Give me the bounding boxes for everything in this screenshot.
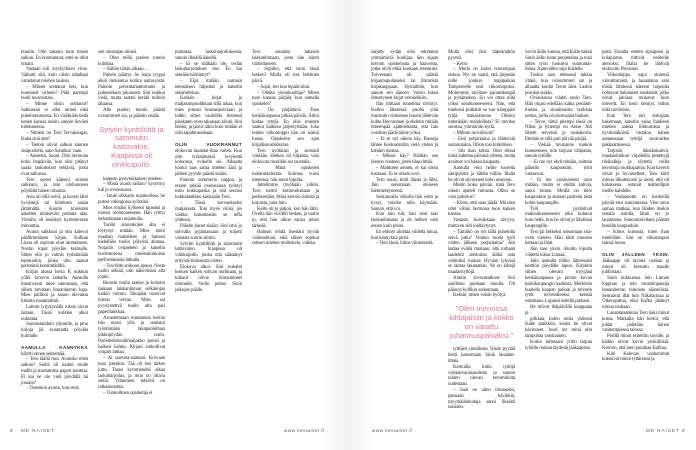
section-paragraph: [602, 252, 669, 276]
paragraph: [371, 137, 438, 154]
paragraph-text: Aloitin siivoustalkoot. Sini osallistui puuhaan innolla. Oli päässyt kyllikin sotkemaan.: [448, 276, 515, 293]
paragraph-text: – Ai saa-tota-saamari. Korvaan tuon jotenkin. Tää oli tosi tärkee juttu. Tasan kymmeneltä alkaa laskuharjoitus, ja mun on oltava siellä. Viimeinen tehtävä on ratkaisematta.: [98, 356, 165, 391]
paragraph-text: Juttelimme myöhään yöhön. Tero kertoi kotiseudustaan ja perheestään. Minä kerroin Sinistä ja kirjoista, joita luin.: [252, 183, 319, 206]
paragraph-text: He tulivat iltäpäivällä kauppaan ja: [525, 305, 592, 316]
paragraph: [371, 230, 438, 242]
paragraph-text: Sonnustauduin yöpuulle, ja pino kirjoja jäi avaamatta pöydän kulmalle.: [21, 322, 88, 340]
paragraph-text: Sinin nukkuessa luin Linnan loppuun ja tein muistiinpanoja linnanherran tiukoista säännöistä. Seuraavat illat luin Näkätarinaa ja Oikeusjuttua, eikä Kafka jättänyt minua rauhaan.: [602, 276, 669, 311]
url-left: www.menaiset.fi: [284, 428, 325, 433]
paragraph-text: Halusin tehdä itsestäni hyvän vaikutelman, eikä siihen sopinut rotisen miehen moitiskelu, vaikka: [252, 229, 319, 247]
paragraph-text: – Tämäkö on nyt tällä puhelulla selvä juttu? Voinko tuoda tytöt viiden jälkeen perjantaina? Äiti laittaa eväitä mukaan, ällä turhaan laadehdi ateriointa äläkä osta valmiiksi ruokaa. Hyvästi lykyssä se laittaa lakanatkin. Ne on kiltejä maalaistyttöjä.: [448, 229, 515, 276]
paragraph: [371, 195, 438, 212]
paragraph: [98, 281, 165, 316]
paragraph: [252, 50, 319, 67]
paragraph: [175, 96, 242, 137]
paragraph-text: – Terve, tämä pitempi tässä on Niina ja lyhempi on Anne. Äiti lähetti terveisiä ja ruokakorin. Ettehän te sillä pari päivää pärjää.: [525, 119, 592, 142]
paragraph-text: – Minne olisin soittanut? Salkussasi ei ollut nimeä eikä puhelinnumeroa. En vieläkään tiedä kenen kanssa asioin, sanoin lievästi tuohtuneena.: [21, 102, 88, 131]
paragraph: [525, 50, 592, 73]
paragraph: [252, 230, 319, 247]
paragraph-text: – Sopii, sen kun lepäät siinä.: [257, 84, 310, 90]
paragraph: [175, 242, 242, 265]
paragraph-text: – Anteeksi, Sanni. Olin hermona koko iltapäivän, kun olisi pitänyt saada laskutukset tehtäviä, jotka ovat salkussa.: [21, 154, 88, 177]
paragraph: [252, 108, 319, 149]
paragraph-text: – Oletko yksinhuoltaja? Miten tuon kanssa pärjäät, kun samalla opiskelet?: [252, 90, 319, 108]
paragraph-text: Keksin, miten voisin hyötyä: [453, 293, 506, 299]
paragraph: [98, 194, 165, 206]
paragraph-text: Tuolin alarunkojen alta ei löytynyt mitään. Mies meni maahan mahalleen ja hamosi kädellään tuolin pölyistä alustaa. Nojailin ovipieleen ja katselin huvittuneena mielenkiintoista performanssia lattialla.: [98, 222, 165, 263]
paragraph-text: Työt pyrähtivät makuuhuoneeseen eikä kulunut kuin hetki, kun he olivat jo lähdössä kaupungille.: [525, 206, 592, 229]
paragraph: [525, 73, 592, 96]
paragraph: [98, 182, 165, 194]
paragraph: [602, 230, 669, 247]
paragraph-text: Keräsin kirjat ja maljakonpuolikkaat sillä aikaa, kun mies putsasi housunpolviaan ja loikki sitten vauhdilla tiehensä paiskaten oven takanaan kiinni. Sini heräsi, ja päivä alkoi kuin mitään ei olisi tapahtunutkaan.: [175, 96, 242, 137]
paragraph: [21, 357, 88, 386]
paragraph-text: Tero nousi, kiitti illasta ja lähti. Jäin seisomaan eteiseen hämmentyneenä.: [371, 177, 438, 195]
paragraph-text: – Minä opiskelen tuotantotaloutta. Kolmas vuosi menossa, hän sanoi lopulta.: [252, 165, 319, 183]
paragraph-text: – Mahtoten aeinen, et kai oleisi tosissasi. Ei se oikein sovi.: [371, 165, 438, 177]
paragraph-text: tyttöjen vierailusta. Voisin pyytää heitä katsomaan Siniä lauantai-iltana.: [448, 347, 515, 365]
paragraph-text: Tero nyökkäsi ja siemaili viiniään. Hetken oli hiljaista, vain elokuvan musiikki soi taustalla.: [252, 148, 319, 166]
paragraph-text: Kati Kalevan vanhemmat kutsuivat minut tyttärensä ja: [602, 351, 669, 363]
paragraph-text: – Vastaanotto on kenkeillä päivää ensi sunnuntaina. Vien sinut samaa matkaa, kun lähden itsekin omalla autolla, lähtö on jo lauantaina. Sunnuntai-iltana päästet bussilla kaupunkiin.: [602, 194, 669, 229]
paragraph-text: Elokuva alkoi. Sini nukahti kesken kaiken sohvan nurkkaan, ja kiikarit olivat liimautuneet ohimolle. Vedin peiton Sinin jalkojen päälle.: [175, 264, 242, 293]
paragraph: [175, 224, 242, 241]
paragraph-text: hälytti ennen seitsemää.: [21, 351, 66, 357]
paragraph: [175, 201, 242, 224]
paragraph-text: Oviaukossa vilahti ensin Tero. Hän ohjasi edellään kahta pesiänti- ihoista ja siniulmaista hoikkaa neitoa, joilla oli olenvaalat hiukset.: [525, 96, 592, 119]
paragraph-text: – Siis ihan kohta. Olen töissä niinä kahtena päivänä viiteen, mutta avaimet voi hakea kaupasta.: [448, 148, 515, 166]
paragraph-text: – Nimeni on Tero Tervakangas. Kuka sinä olet?: [21, 131, 88, 142]
section-lead-in: OLIN VUOKRANNUT: [175, 141, 242, 147]
paragraph-text: – Kiitos kutsusta, tulen ihan mielelläni. Sini on viikonlopun isänsä luona.: [602, 229, 669, 247]
paragraph: [525, 143, 592, 160]
paragraph-text: Asia oli sillä selvä, ja kaveri lähti hyvästejä tai kiitoksen sanaa jättämättä. Kuulin kiireisten askelten tömisevän portaita alas. Vierailu oli kestänyt kymmenisen minuuttia.: [21, 194, 88, 229]
paragraph: [525, 207, 592, 230]
paragraph: [21, 322, 88, 339]
paragraph-text: Kirjan alussa herra K nukkuu yöllä kroovin lattialla. Aamulla linnanvouti tulee sanomaan, että siihen tarvitaan linnanherran lupa. Mies pulliboi ja sanoo olevansa lutsuttu maanmittari.: [21, 270, 88, 305]
paragraph: [525, 160, 592, 177]
paragraph: [448, 201, 515, 218]
paragraph: [371, 178, 438, 195]
paragraph-text: . Jääkaappi oli täynnä ruokaa ja minut oli kutsuttu maalle juhlimaan.: [602, 253, 669, 276]
paragraph-text: – Tässä korvaukseksi maljakosta. Toin myös viiniä, jos vaikka katsottaisiin se leffa yhdessä.: [175, 200, 242, 224]
paragraph: [98, 56, 165, 68]
paragraph-text: – Tunnollinen opiskelija ei: [103, 391, 153, 397]
paragraph: [21, 270, 88, 305]
section-lead-in: OLIN JÄLLEEN YKSIN: [602, 252, 668, 258]
paragraph: [175, 265, 242, 294]
paragraph-text: kalpean pystytukkaisen miehen.: [103, 176, 163, 182]
paragraph-text: – Kiitos, että saan jäädä. Mä olen ollut vähän hermona tuon kaiken kanssa.: [448, 200, 515, 218]
paragraph: [448, 276, 515, 293]
section-lead-in: AAMULLA KÄNNYKKÄ: [21, 344, 88, 350]
paragraph: [21, 154, 88, 177]
paragraph-text: Kemuilla kiitin tyttöjä vieraanvaraisuudesta ja sanoin niiden olevan tervetulleita uudestaan.: [448, 364, 515, 388]
paragraph: [252, 207, 319, 230]
paragraph-text: elokuvan lauantai-iltaa varten. Kun olin työntämässä levykettä koloonsa, ovikello soi. Alhaalta kuului taas sama miehen ääni ja jälleen pyyntö päästä sisään.: [175, 148, 242, 177]
paragraph-text: – Ensi perjantaina ja lähtisivät sunnuntaina. Olisin tosi kiitollinen.: [448, 136, 515, 148]
pull-quote: Sytytin kynttilöitä ja sammutin kattovalon. Kaapissa oli vinkkupullo.: [99, 124, 164, 169]
paragraph: [602, 149, 669, 195]
paragraph: [21, 50, 88, 67]
column-7: [525, 50, 592, 351]
paragraph: [602, 114, 669, 149]
url-right: www.menaiset.fi: [372, 428, 413, 433]
paragraph-text: Sytytin kynttilöitä ja sammutin kattovalon. Kaapissa oli vinkkupullo, jonka olin säästänyt erityistä tilaisuutta varten.: [175, 241, 242, 264]
paragraph-text: Perillä minut esiteltiin suvulle, ja kaikki olivat kovin ystävällisiä. Kerroin, että luen paraikaa Kafkaa.: [602, 334, 669, 351]
paragraph: [525, 230, 592, 247]
paragraph: [21, 102, 88, 131]
paragraph-text: särjetty sydän olisi odottanut ymmärtäviä kuulijaa. Sen sijaan kerroin opiskelusta ja haaveista, jotka eivät ehkä koskaan toteutuisi. Toiveenani oli päästä kirjastoapulaiseksi tai librististä kirjakauppaan. Hymähdin, kun sanoin sen ääneen. Voisin lukea ilmestyneet kirjat verokehkiin.: [371, 50, 438, 102]
paragraph: [602, 50, 669, 73]
paragraph-text: Tarjosin läksiäiskahvit, maalaiskinkun viipaleilla peitettyjä riisikalleja ja täytettä voilla leivottuja mokkapaloja. Kun kaverit olivat jo hyvästelleet, Tero kiitti minua liikuttavasti ja sanoi, että oli kiitoksena ostanut teatteriliput meille kahdelle.: [602, 148, 669, 195]
paragraph-text: – Ei me nyt ehdi mitään, osittain päästiin kaupunkiin, tytöt vastasivat.: [525, 160, 592, 177]
paragraph: [252, 91, 319, 108]
paragraph-text: Jäin taas yksin. Aloitin lopulta viidettä lukua Linnaa.: [525, 247, 592, 258]
paragraph: [175, 62, 242, 79]
paragraph: [525, 96, 592, 119]
paragraph: [371, 50, 438, 102]
paragraph: [21, 230, 88, 271]
paragraph: [21, 386, 88, 392]
paragraph: [21, 67, 88, 84]
paragraph-text: Mietin koko päivän, mitä Tero oikein ajatteli minusta. Oliko se vain palvelus?: [448, 183, 515, 200]
paragraph-text: Vastasin kuivakkaan sävyyn, mutta en silti kieltäytynyt.: [448, 218, 515, 229]
paragraph-text: Kun Tero tuli sisksjaan hakemaan, katselin salaa ihailleen miehen saleaa liikkumista ja hyvännäköistä vartaloa hänen auttaessaan tyttöjä tavaroiden pakkaamisessa.: [602, 113, 669, 148]
paragraph-text: pummaa laskuharjoituksesta, sanoin ilkeällä äänellä.: [175, 50, 242, 61]
column-5: [371, 50, 438, 247]
column-6: [448, 50, 515, 411]
paragraph: [175, 50, 242, 62]
paragraph-text: Viikonloppu sujui siniensä vaivattomasti, ja lauantaina sain töistä lähtiessä käteeni hopealta hohtavat italialaiset sandaletit, jotka olivat jaloissa mukavat kuin tohvelit. En tosin tiennyt, mihin niitä tarvitsisin.: [602, 73, 669, 113]
paragraph: [448, 50, 515, 62]
paragraph: [371, 241, 438, 247]
paragraph-text: – Ei se sitäkään ole, vedän laskuharjoitukset itse. En kai sentään häiriinnyt?: [175, 61, 242, 79]
column-1: [21, 50, 88, 392]
paragraph: [98, 316, 165, 357]
paragraph: [98, 108, 165, 120]
paragraph-text: Alle puolen tunnin päästä ovisummeri soi, ja päästin sisään: [98, 107, 165, 119]
paragraph-text: Tero jäi hetkeksi seisomaan sisä-oven viereen. Hän kiitti moneen kertaan ja lähti.: [525, 229, 592, 247]
paragraph-text: – On pärjättävä. Teen kenkäkaupassa pitkää päivää. Äitini hoitaa tyttöä. En olisi muuten saanut kaikkea järjestymään. Joka toinen viikonloppu hän on isänsä luona. Opiskelen sen ajan kirjallisuushistoriaa.: [252, 107, 319, 148]
paragraph-text: Ilan mittaan tunnelma tiivistyi. Kellon lähetessä puolta yötä muistutin viimeisen bussin lähtevän kohta Hervantaan ja ehdotin mitään ilmeenpää ajattelematta, että hän voisihan jäädä tänne yöksi.: [371, 102, 438, 137]
paragraph-text: Kun hän tuli, hän istui taas laiskanlinnaan ja oli hetken vaiti ennen kuin puhui.: [371, 212, 438, 229]
paragraph-text: En ehtinyt aloittaa viidettä lukua, kun kännykkä pirisi.: [371, 229, 438, 241]
paragraph-text: – Tuu hitto soikoon apuun. Nosta tuolin selkää, olin näkevinäni alla jotain.: [98, 263, 165, 281]
paragraph: [525, 317, 592, 340]
paragraph: [448, 218, 515, 230]
paragraph: [448, 293, 515, 299]
paragraph-text: – Olen teillä puolen tunnin kuluttua.: [98, 55, 165, 67]
paragraph: [602, 334, 669, 351]
paragraph: [175, 79, 242, 96]
paragraph-text: Tero ojensi käteeni sinisen salkkuni, ja tein olohuoneen pöydältä hänen omansa.: [21, 177, 88, 195]
paragraph: [602, 195, 669, 230]
right-page: [348, 0, 696, 450]
paragraph-text: – Milloin ne tulisivat?: [453, 131, 494, 137]
page-number-left: 8: [10, 428, 14, 433]
column-8: [602, 50, 669, 363]
paragraph: [448, 149, 515, 166]
paragraph: [98, 264, 165, 281]
paragraph: [175, 178, 242, 201]
paragraph: [21, 195, 88, 230]
paragraph-text: Riensin tuolin taakse ja kohotin raskaan laiskanlinnan selkänojaa kaikin voimin. Takajalat nousivat himan verran. Mies sai pyydystettyä tuolin alta pari paperilaukkaa.: [98, 280, 165, 315]
paragraph-text: – Tero täällä moi. Avasitko eilen salkun? Siellä oli kaikki mulle mallit ja mustamma paperi puuttuu. Ei kai ne ole vieli pöydällä tai jossain?: [21, 357, 88, 386]
paragraph-text: Seuraavalla viikolla hän soitti ja kysyi, voisiko tulla käymään. Sanoin, että voi.: [371, 194, 438, 212]
paragraph: [448, 137, 515, 149]
paragraph-text: Sovin äidin kanssa, että Kalle hakisi Sinin äidin luota perjantaina ja toisi sitten työn luokseni sunnuntai-iltana. Ajanvaihto sopi Kallelle.: [525, 50, 592, 73]
paragraph-text: Vastaan tuli myrkyllinen virne. Valkotti sitä, kuin olisin tahallani varastanut miehen laukun.: [21, 67, 88, 84]
column-3: [175, 50, 242, 294]
paragraph: [21, 178, 88, 195]
paragraph: [21, 305, 88, 322]
paragraph-text: Puhelu päättyi. Se harja tyyppi aikoi tunkeutua kotiini aamuyöstä. Painoin peruuttamattomasti ja puhesulkuin pikaisesti. Sini nukkui vielä, mutta saattoi herätä milloin tahansa.: [98, 73, 165, 108]
paragraph-text: Kello oli jo paljon, kun hän lähti. Ovella hän viivähti hetken, ja luulin jo, että hän aikoo sanoa jotain tärkeää.: [252, 206, 319, 229]
paragraph-text: bussiin. Otin takaani tuon toisen salkun. En huomannut, ettei se ollut omani.: [21, 50, 88, 67]
paragraph-text: – Tietoni olivat salkun kannen sisäpuolella, sano Sannikoi vaan.: [21, 142, 88, 154]
page-number-right: 9: [682, 428, 686, 433]
paragraph: [525, 340, 592, 352]
paragraph-text: Avasin salkkuni ja otin kätevoi päällimmäisen kirjan. Kafkan Linna oli sopivan ohut aloitukseen. Nostin loput pöydän kulmalle. Sitten olin jo valmis lyshtämään lepotuoliin, jonka olin saanut perintönä kummitädiltä.: [21, 229, 88, 270]
paragraph-text: – Kerro.: [453, 61, 469, 67]
paragraph-text: Aivastettuaan muutaman kerran hän nousi ylös ja onnistui työntämään takapuolellaan pikkupöydän nurin. Pariisterkristallimaljakko putosi ja halkesi kahtia. Kirjani sinkoilivat ympäri lattiaa.: [98, 315, 165, 356]
paragraph: [98, 206, 165, 223]
paragraph-text: – Eipä mitään, vastasin teennäisen hilpeästi ja katselin sekamelskaa.: [175, 78, 242, 96]
paragraph: [602, 352, 669, 364]
paragraph-text: pirkkaa, kuten omia yhdessä Kalle pankkiin, koska he olivat hävinneet. Juuri nyt minä olin lampuista varsinainen.: [525, 316, 592, 340]
paragraph-text: Tero suuntasi takaisin laiskanlinnaan, josta hän näytti valloittaneen.: [252, 50, 319, 67]
paragraph-text: – Mikset soittanut heti, kun huomasit virheen? Pidä parempi huoli tavaroistasi.: [21, 84, 88, 102]
pull-quote: ”Olen menossa kihlajaisiin ja kirkko on varattu juhannuspäiväksi.”: [449, 304, 514, 340]
paragraph: [21, 143, 88, 155]
paragraph-text: – Miksei käy? Näithän sen hienon vuoteen, joten tilaa riittää.: [371, 154, 438, 166]
paragraph-text: Päästin hänet sisään. Sini istui jo sohvalla pyjamassaan ja tuijotti vierasta suurin silmin.: [175, 224, 242, 241]
paragraph: [448, 230, 515, 276]
magazine-name-left: ME NAISET: [21, 428, 55, 433]
paragraph-text: sen omistajan nimeä.: [98, 50, 138, 55]
paragraph: [371, 154, 438, 166]
paragraph: [525, 247, 592, 259]
paragraph-text: – Tero tässä, hiitos viimeisestä.: [376, 241, 434, 247]
paragraph: [448, 166, 515, 183]
paragraph: [448, 67, 515, 131]
paragraph: [98, 73, 165, 108]
paragraph-text: Kotiin tullessani yritin tarjota tytöille ruokaa täydestä jääkaapista.: [525, 339, 592, 351]
paragraph: [21, 85, 88, 102]
paragraph-text: – Viekää tavaranne tuokon huoneeseen, niin tarjoan välipalan, sanoin tytöille.: [525, 142, 592, 160]
paragraph: [98, 391, 165, 397]
paragraph-text: – Sopiiko, että istun tässä hetken? Mulla oli tosi hektinen päivä.: [252, 67, 319, 84]
paragraph: [602, 276, 669, 311]
paragraph: [98, 223, 165, 264]
paragraph: [448, 347, 515, 364]
paragraph: [98, 356, 165, 391]
paragraph: [252, 67, 319, 84]
paragraph-text: – Ei se nyt oikein käy. Busseja lähtee Keskustorilta vielä yhden ja kahden maissa.: [371, 136, 438, 154]
paragraph: [525, 259, 592, 305]
paragraph-text: Mies tönäisi kylkeeni kipeästi ja marssi olohuoneeseen. Hän ryhtyi tarkastamaan nojatuolia.: [98, 205, 165, 223]
section-paragraph: [175, 142, 242, 178]
paragraph: [371, 166, 438, 178]
paragraph-text: Aamulla vein heille tuoreita sämpylöitä ja lähdin töihin. Illalla he olivat siivonneet koko asunnon.: [448, 165, 515, 183]
paragraph: [371, 212, 438, 229]
paragraph-text: – Missä avasit salkun? kysymys tuli jo ovensuussa.: [98, 182, 165, 194]
paragraph-text: Tuskin sain eteisessä takkia yltäni, kun ovisummeri soi ja alhaalta kuului Teron ääni. Laskin porukat sisään.: [525, 73, 592, 96]
magazine-name-right: ME NAISET: [646, 428, 680, 433]
column-4: [252, 50, 319, 247]
paragraph-text: – Istuin olkkarin nojatuolissa. Se putosi vahingossa syliotäni.: [98, 193, 165, 205]
column-2: [98, 50, 165, 397]
paragraph-text: Laitoin lyijykynällä ruksin sivun laitaan. Tässä kohden alkoi nukuttaa.: [21, 305, 88, 322]
paragraph: [252, 183, 319, 206]
paragraph: [448, 365, 515, 388]
paragraph: [525, 120, 592, 143]
paragraph: [448, 388, 515, 411]
paragraph: [21, 131, 88, 143]
paragraph: [602, 73, 669, 114]
paragraph: [525, 178, 592, 207]
paragraph-text: – Ei me varsinaisesti sano mitään, mutta ei ehditä kahvia, sanoi toinen. Meillä on kiire kaupunkiin ja aiotaan paimota tästä kohta kaupungille.: [525, 177, 592, 206]
paragraph-text: – Saat ne uiten ilmaiseksi, pannaan hävikkiä, myymälänhoitaja sanoi ilkeästi nauraen.: [448, 388, 515, 411]
paragraph: [448, 183, 515, 200]
paragraph-text: – Ääliön tähän aikaan…: [103, 67, 149, 73]
paragraph-text: Painoin summerin nappia, ja ennen pitkää ovensuussa työntyi esiin kukkapuska ja sitä seurasi kukkalaatikko käsissään Tero.: [175, 177, 242, 201]
paragraph-text: Mulla olisi yksi häpeämätön pyyntö.: [448, 50, 515, 61]
paragraph: [252, 149, 319, 166]
paragraph-text: Jätin aamulla töihin lähtiessäni keittiön pöydälle lapun. Kirjoitin siihen olevani myyjänä kenkäkaupassa ja piirsin kuvan keskikaupungin kaduista. Merkitsin huolella kaupan paikan ja toivotin tytöt tervetulleeksi kenkiä ostamaan. Lupasin esitellä parhaat.: [525, 258, 592, 305]
section-paragraph: [21, 345, 88, 358]
paragraph-text: – Tietenkin avasin, kun etsin: [26, 386, 80, 392]
paragraph-text: Lauantaiaamuna Tero haki minut kotoa. Matkalla hän kertoi, että juhlat pidetään hänen vanhempiensa talossa.: [602, 311, 669, 334]
paragraph-text: pista. Ennalta ostettu sipsipussi ja kolajuoma riittivät neideille aterioksi. Illalla he lähtivät elokuviin Plevnaan.: [602, 50, 669, 73]
paragraph: [602, 311, 669, 334]
paragraph: [371, 102, 438, 137]
paragraph: [525, 305, 592, 317]
paragraph-text: – Mulla on kaksi nuorempaa siskoa. Nyt ne vaatii, että järjestän niille jonkun majapaikan Tampereelle ensi viikonlopuksi. Molemmat tarvitsee parantikengät ja pyhämekon. En voi ottaa niitä yöksi soluhuoneeseeni. Niin, että mielessä putkahti se sun kämppäsi tyhjä makuuhuone. Olisiko mitenkään mahdollista? Ei tarvitse suostua, ymmärrän kyllä.: [448, 67, 515, 131]
paragraph: [252, 166, 319, 183]
